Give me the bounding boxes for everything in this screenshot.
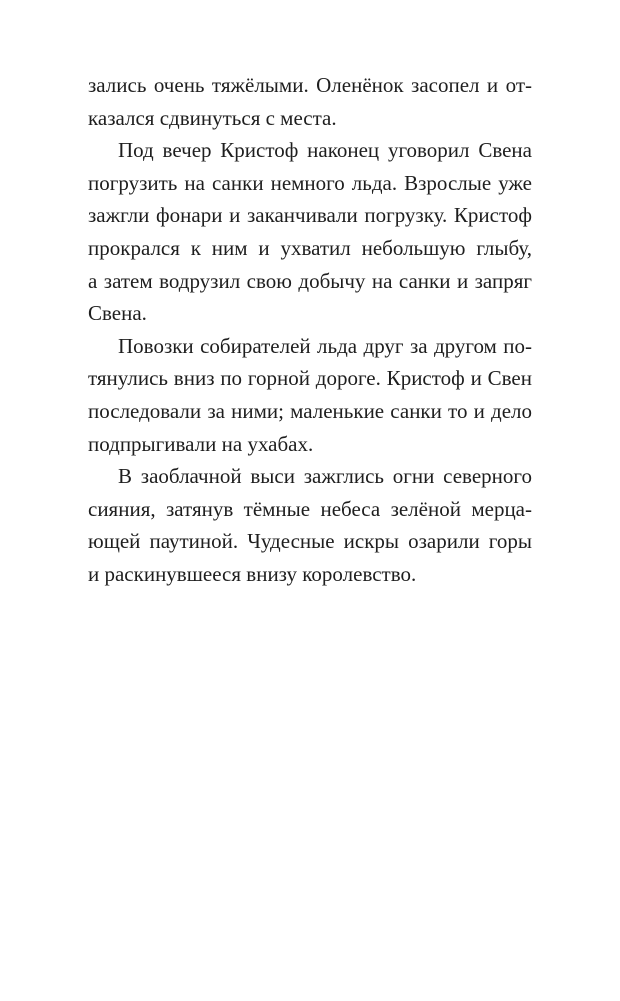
text-line: Повозки собирателей льда друг за другом по-: [118, 333, 532, 358]
text-line: последовали за ними; маленькие санки то и дело: [88, 398, 532, 423]
text-line: подпрыгивали на ухабах.: [88, 431, 314, 456]
text-line: казался сдвинуться с места.: [88, 105, 337, 130]
text-line: зались очень тяжёлыми. Оленёнок засопел и от-: [88, 73, 532, 97]
paragraph: [88, 134, 532, 330]
text-line: и раскинувшееся внизу королевство.: [88, 561, 417, 586]
paragraph: [88, 330, 532, 460]
text-line: а затем водрузил свою добычу на санки и запряг: [88, 268, 532, 293]
text-line: Под вечер Кристоф наконец уговорил Свена: [118, 138, 532, 163]
paragraph: [88, 69, 532, 134]
text-line: Свена.: [88, 301, 147, 326]
text-line: тянулись вниз по горной дороге. Кристоф и Свен: [88, 366, 532, 391]
page-text: [88, 69, 532, 591]
text-line: прокрался к ним и ухватил небольшую глыбу,: [88, 235, 532, 260]
text-line: ющей паутиной. Чудесные искры озарили горы: [88, 529, 532, 554]
text-line: сияния, затянув тёмные небеса зелёной мерца-: [88, 496, 532, 521]
text-line: зажгли фонари и заканчивали погрузку. Кристоф: [88, 203, 532, 228]
paragraph: [88, 460, 532, 590]
text-line: В заоблачной выси зажглись огни северного: [118, 464, 532, 489]
text-line: погрузить на санки немного льда. Взрослые уже: [88, 170, 532, 195]
